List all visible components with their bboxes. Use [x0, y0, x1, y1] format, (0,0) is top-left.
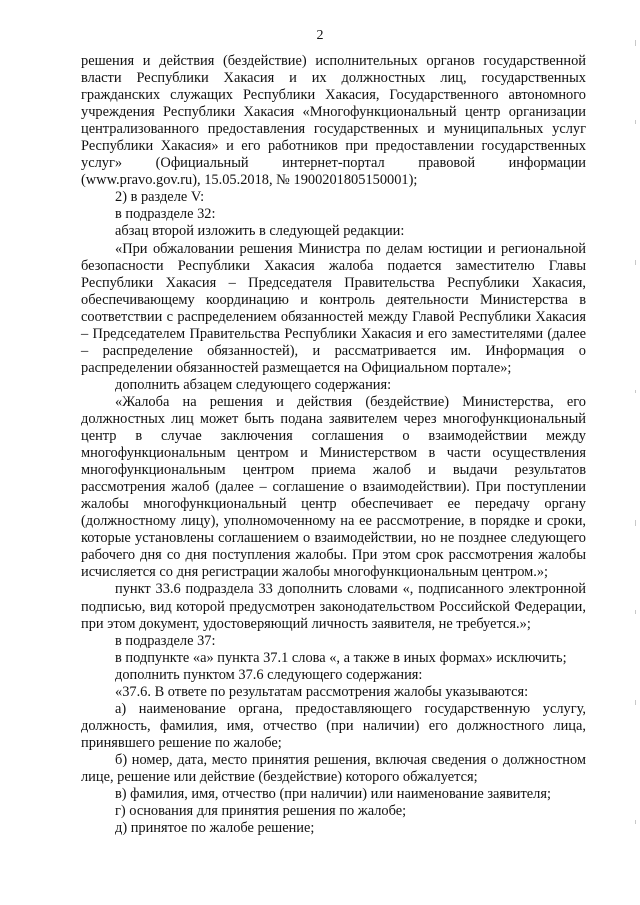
scan-margin-artifacts — [628, 0, 640, 905]
paragraph: в подразделе 32: — [115, 206, 216, 223]
paragraph: г) основания для принятия решения по жалобе; — [115, 803, 407, 820]
paragraph: дополнить абзацем следующего содержания: — [115, 376, 392, 393]
paragraph: б) номер, дата, место принятия решения, включая сведения о должностном лице, решение или действие (бездействие) которого обжалуется; — [81, 751, 586, 785]
paragraph: абзац второй изложить в следующей редакции: — [115, 223, 405, 240]
document-body — [81, 53, 586, 837]
paragraph: в) фамилия, имя, отчество (при наличии) или наименование заявителя; — [115, 786, 551, 803]
paragraph: дополнить пунктом 37.6 следующего содержания: — [115, 666, 423, 683]
paragraph: а) наименование органа, предоставляющего государственную услугу, должность, фамилия, имя, отчество (при наличии) его должностного лица, принявшего решение по жалобе; — [81, 700, 586, 751]
paragraph: «37.6. В ответе по результатам рассмотрения жалобы указываются: — [115, 683, 529, 700]
paragraph: решения и действия (бездействие) исполнительных органов государственной власти Республики Хакасия и их должностных лиц, государственных гражданских служащих Республики Хакасия, Государственного автономного учреждения Республики Хакасия «Многофункциональный центр организации централизованного предоставления государственных и муниципальных услуг Республики Хакасия» и его работников при предоставлении государственных услуг» (Официальный интернет-портал правовой информации (www.pravo.gov.ru), 15.05.2018, № 1900201805150001); — [81, 53, 586, 189]
paragraph: пункт 33.6 подраздела 33 дополнить словами «, подписанного электронной подписью, вид которой предусмотрен законодательством Российской Федерации, при этом документ, удостоверяющий личность заявителя, не требуется.»; — [81, 581, 586, 632]
paragraph: 2) в разделе V: — [115, 189, 205, 206]
paragraph: «Жалоба на решения и действия (бездействие) Министерства, его должностных лиц может быть подана заявителем через многофункциональный центр в случае заключения соглашения о взаимодействии между многофункциональным центром и Министерством в части осуществления многофункциональным центром приема жалоб и выдачи результатов рассмотрения жалоб (далее – соглашение о взаимодействии). При поступлении жалобы многофункциональный центр обеспечивает ее передачу органу (должностному лицу), уполномоченному на ее рассмотрение, в порядке и сроки, которые установлены соглашением о взаимодействии, но не позднее следующего рабочего дня со дня поступления жалобы. При этом срок рассмотрения жалобы исчисляется со дня регистрации жалобы многофункциональным центром.»; — [81, 393, 586, 581]
paragraph: в подпункте «а» пункта 37.1 слова «, а также в иных формах» исключить; — [115, 649, 567, 666]
paragraph: «При обжаловании решения Министра по делам юстиции и региональной безопасности Республики Хакасия жалоба подается заместителю Главы Республики Хакасия – Председателя Правительства Республики Хакасия, обеспечивающему координацию и контроль деятельности Министерства в соответствии с распределением обязанностей между Главой Республики Хакасия – Председателем Правительства Республики Хакасия и его заместителями (далее – распределение обязанностей), и рассматривается им. Информация о распределении обязанностей размещается на Официальном портале»; — [81, 240, 586, 376]
paragraph: д) принятое по жалобе решение; — [115, 820, 315, 837]
page-number: 2 — [316, 28, 324, 43]
paragraph: в подразделе 37: — [115, 632, 216, 649]
